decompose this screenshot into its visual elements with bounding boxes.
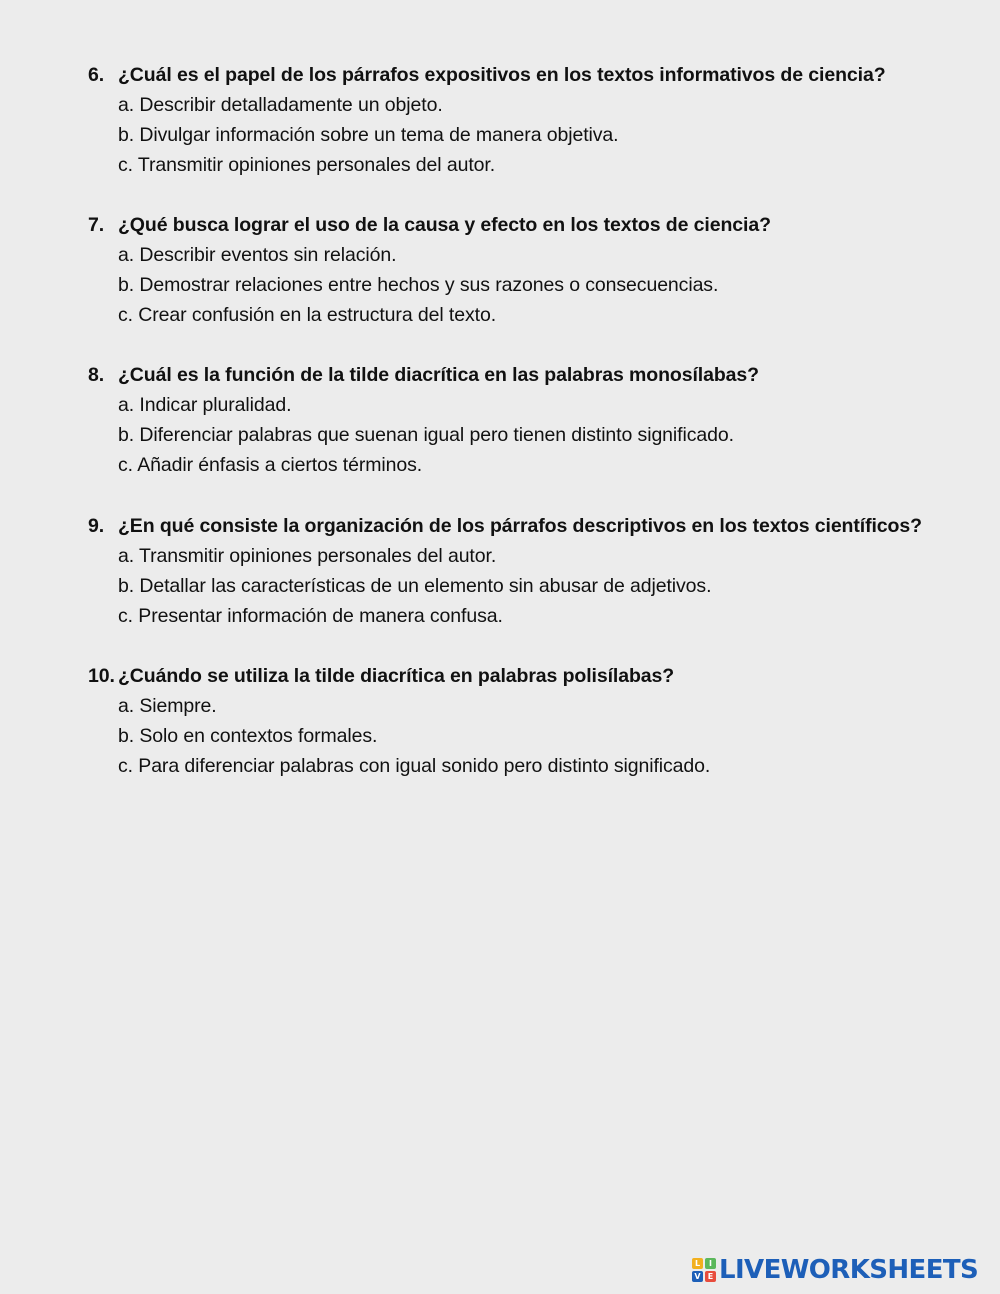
option-b[interactable]: b. Demostrar relaciones entre hechos y sus razones o consecuencias.	[118, 274, 719, 296]
option-a[interactable]: a. Siempre.	[118, 695, 217, 717]
question-prompt	[88, 60, 886, 90]
option-b[interactable]: b. Diferenciar palabras que suenan igual pero tienen distinto significado.	[118, 424, 734, 446]
question-text: ¿En qué consiste la organización de los párrafos descriptivos en los textos científicos?	[118, 515, 922, 537]
question-prompt	[88, 360, 759, 390]
question-number: 6.	[88, 64, 105, 86]
question-10	[88, 661, 710, 781]
question-prompt	[88, 661, 710, 691]
question-number: 8.	[88, 364, 105, 386]
question-prompt	[88, 511, 922, 541]
logo-tile: I	[705, 1258, 716, 1269]
question-6	[88, 60, 886, 180]
option-a[interactable]: a. Indicar pluralidad.	[118, 394, 292, 416]
liveworksheets-logo[interactable]	[692, 1255, 978, 1285]
option-b[interactable]: b. Divulgar información sobre un tema de manera objetiva.	[118, 124, 619, 146]
option-c[interactable]: c. Presentar información de manera confusa.	[118, 605, 503, 627]
option-c[interactable]: c. Para diferenciar palabras con igual sonido pero distinto significado.	[118, 755, 711, 777]
logo-tile: E	[705, 1271, 716, 1282]
option-a[interactable]: a. Describir eventos sin relación.	[118, 244, 397, 266]
question-text: ¿Cuál es el papel de los párrafos expositivos en los textos informativos de ciencia?	[118, 64, 886, 86]
question-9	[88, 511, 922, 631]
liveworksheets-wordmark: LIVEWORKSHEETS	[719, 1255, 979, 1285]
question-text: ¿Cuándo se utiliza la tilde diacrítica en palabras polisílabas?	[118, 665, 675, 687]
question-7	[88, 210, 771, 330]
question-number: 10.	[88, 665, 115, 687]
option-c[interactable]: c. Añadir énfasis a ciertos términos.	[118, 454, 423, 476]
liveworksheets-logo-icon	[692, 1258, 716, 1282]
option-c[interactable]: c. Crear confusión en la estructura del texto.	[118, 304, 497, 326]
question-8	[88, 360, 759, 480]
question-prompt	[88, 210, 771, 240]
logo-tile: V	[692, 1271, 703, 1282]
option-a[interactable]: a. Describir detalladamente un objeto.	[118, 94, 443, 116]
option-a[interactable]: a. Transmitir opiniones personales del autor.	[118, 545, 497, 567]
option-b[interactable]: b. Solo en contextos formales.	[118, 725, 378, 747]
option-b[interactable]: b. Detallar las características de un elemento sin abusar de adjetivos.	[118, 575, 712, 597]
question-text: ¿Cuál es la función de la tilde diacrítica en las palabras monosílabas?	[118, 364, 759, 386]
question-text: ¿Qué busca lograr el uso de la causa y efecto en los textos de ciencia?	[118, 214, 771, 236]
question-number: 9.	[88, 515, 105, 537]
question-number: 7.	[88, 214, 105, 236]
logo-tile: L	[692, 1258, 703, 1269]
option-c[interactable]: c. Transmitir opiniones personales del autor.	[118, 154, 496, 176]
